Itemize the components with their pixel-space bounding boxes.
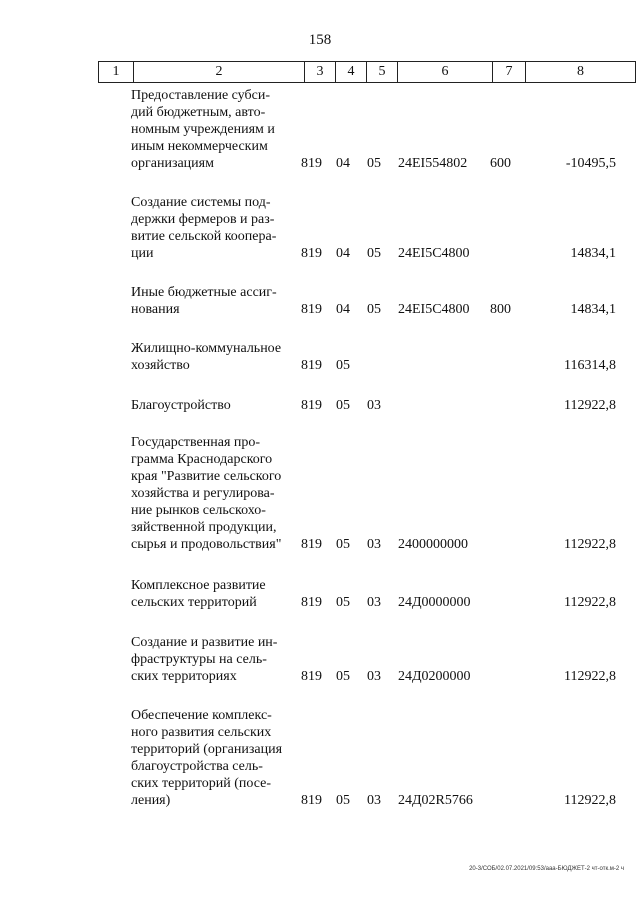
cell-c5: 03 bbox=[367, 398, 381, 413]
description-line: сельских территорий bbox=[131, 595, 257, 610]
description-line: края "Развитие сельского bbox=[131, 469, 282, 484]
description-line: организациям bbox=[131, 156, 214, 171]
cell-c3: 819 bbox=[301, 246, 322, 261]
description-line: зяйственной продукции, bbox=[131, 520, 277, 535]
description-line: Создание и развитие ин- bbox=[131, 635, 278, 650]
description-line: Обеспечение комплекс- bbox=[131, 708, 272, 723]
description-line: витие сельской коопера- bbox=[131, 229, 277, 244]
cell-c4: 05 bbox=[336, 595, 350, 610]
description-line: Предоставление субси- bbox=[131, 88, 270, 103]
cell-c8: 112922,8 bbox=[564, 669, 616, 684]
row-description bbox=[131, 397, 296, 414]
cell-c4: 04 bbox=[336, 302, 350, 317]
description-line: ного развития сельских bbox=[131, 725, 272, 740]
cell-c8: 112922,8 bbox=[564, 595, 616, 610]
description-line: иным некоммерческим bbox=[131, 139, 268, 154]
description-line: Благоустройство bbox=[131, 398, 231, 413]
cell-c8: 112922,8 bbox=[564, 793, 616, 808]
description-line: дий бюджетным, авто- bbox=[131, 105, 266, 120]
cell-c3: 819 bbox=[301, 156, 322, 171]
cell-c7: 600 bbox=[490, 156, 511, 171]
description-line: территорий (организация bbox=[131, 742, 283, 757]
cell-c8: -10495,5 bbox=[565, 156, 616, 171]
cell-c3: 819 bbox=[301, 669, 322, 684]
cell-c3: 819 bbox=[301, 595, 322, 610]
cell-c6: 24EI5C4800 bbox=[398, 246, 470, 261]
cell-c4: 04 bbox=[336, 156, 350, 171]
page-number: 158 bbox=[308, 32, 332, 48]
row-description bbox=[131, 707, 296, 809]
cell-c6: 24EI5C4800 bbox=[398, 302, 470, 317]
column-header-2: 2 bbox=[134, 62, 305, 83]
cell-c5: 03 bbox=[367, 669, 381, 684]
cell-c4: 05 bbox=[336, 398, 350, 413]
cell-c5: 03 bbox=[367, 537, 381, 552]
column-header-7: 7 bbox=[493, 62, 526, 83]
cell-c4: 05 bbox=[336, 537, 350, 552]
description-line: благоустройства сель- bbox=[131, 759, 263, 774]
description-line: Иные бюджетные ассиг- bbox=[131, 285, 277, 300]
row-description bbox=[131, 340, 296, 374]
cell-c6: 2400000000 bbox=[398, 537, 468, 552]
description-line: хозяйства и регулирова- bbox=[131, 486, 275, 501]
description-line: ских территориях bbox=[131, 669, 237, 684]
cell-c4: 05 bbox=[336, 669, 350, 684]
document-footer: 20-3/СОБ/02.07.2021/09:53/ааа-БЮДЖЕТ-2 чт-отк.м-2 ч bbox=[469, 866, 624, 872]
description-line: грамма Краснодарского bbox=[131, 452, 273, 467]
column-header-5: 5 bbox=[367, 62, 398, 83]
cell-c8: 112922,8 bbox=[564, 398, 616, 413]
cell-c6: 24Д02R5766 bbox=[398, 793, 473, 808]
description-line: ции bbox=[131, 246, 154, 261]
description-line: ние рынков сельскохо- bbox=[131, 503, 266, 518]
cell-c5: 05 bbox=[367, 156, 381, 171]
description-line: нования bbox=[131, 302, 180, 317]
column-header-4: 4 bbox=[336, 62, 367, 83]
cell-c6: 24EI554802 bbox=[398, 156, 468, 171]
description-line: ления) bbox=[131, 793, 171, 808]
column-header-1: 1 bbox=[99, 62, 134, 83]
cell-c5: 03 bbox=[367, 793, 381, 808]
cell-c5: 03 bbox=[367, 595, 381, 610]
cell-c5: 05 bbox=[367, 302, 381, 317]
cell-c8: 14834,1 bbox=[570, 302, 616, 317]
description-line: Государственная про- bbox=[131, 435, 261, 450]
cell-c8: 112922,8 bbox=[564, 537, 616, 552]
cell-c8: 116314,8 bbox=[564, 358, 616, 373]
cell-c3: 819 bbox=[301, 793, 322, 808]
column-header-8: 8 bbox=[526, 62, 636, 83]
row-description bbox=[131, 434, 296, 553]
description-line: ских территорий (посе- bbox=[131, 776, 272, 791]
row-description bbox=[131, 194, 296, 262]
description-line: держки фермеров и раз- bbox=[131, 212, 275, 227]
cell-c3: 819 bbox=[301, 398, 322, 413]
cell-c3: 819 bbox=[301, 302, 322, 317]
row-description bbox=[131, 284, 296, 318]
column-header-row bbox=[98, 61, 636, 83]
cell-c4: 04 bbox=[336, 246, 350, 261]
cell-c8: 14834,1 bbox=[570, 246, 616, 261]
column-header-3: 3 bbox=[305, 62, 336, 83]
row-description bbox=[131, 577, 296, 611]
description-line: фраструктуры на сель- bbox=[131, 652, 267, 667]
row-description bbox=[131, 634, 296, 685]
description-line: номным учреждениям и bbox=[131, 122, 275, 137]
cell-c4: 05 bbox=[336, 793, 350, 808]
row-description bbox=[131, 87, 296, 172]
cell-c6: 24Д0000000 bbox=[398, 595, 471, 610]
cell-c3: 819 bbox=[301, 537, 322, 552]
cell-c7: 800 bbox=[490, 302, 511, 317]
description-line: Создание системы под- bbox=[131, 195, 271, 210]
cell-c3: 819 bbox=[301, 358, 322, 373]
column-header-6: 6 bbox=[398, 62, 493, 83]
description-line: хозяйство bbox=[131, 358, 190, 373]
description-line: сырья и продовольствия" bbox=[131, 537, 282, 552]
description-line: Комплексное развитие bbox=[131, 578, 266, 593]
cell-c6: 24Д0200000 bbox=[398, 669, 471, 684]
cell-c5: 05 bbox=[367, 246, 381, 261]
cell-c4: 05 bbox=[336, 358, 350, 373]
description-line: Жилищно-коммунальное bbox=[131, 341, 282, 356]
